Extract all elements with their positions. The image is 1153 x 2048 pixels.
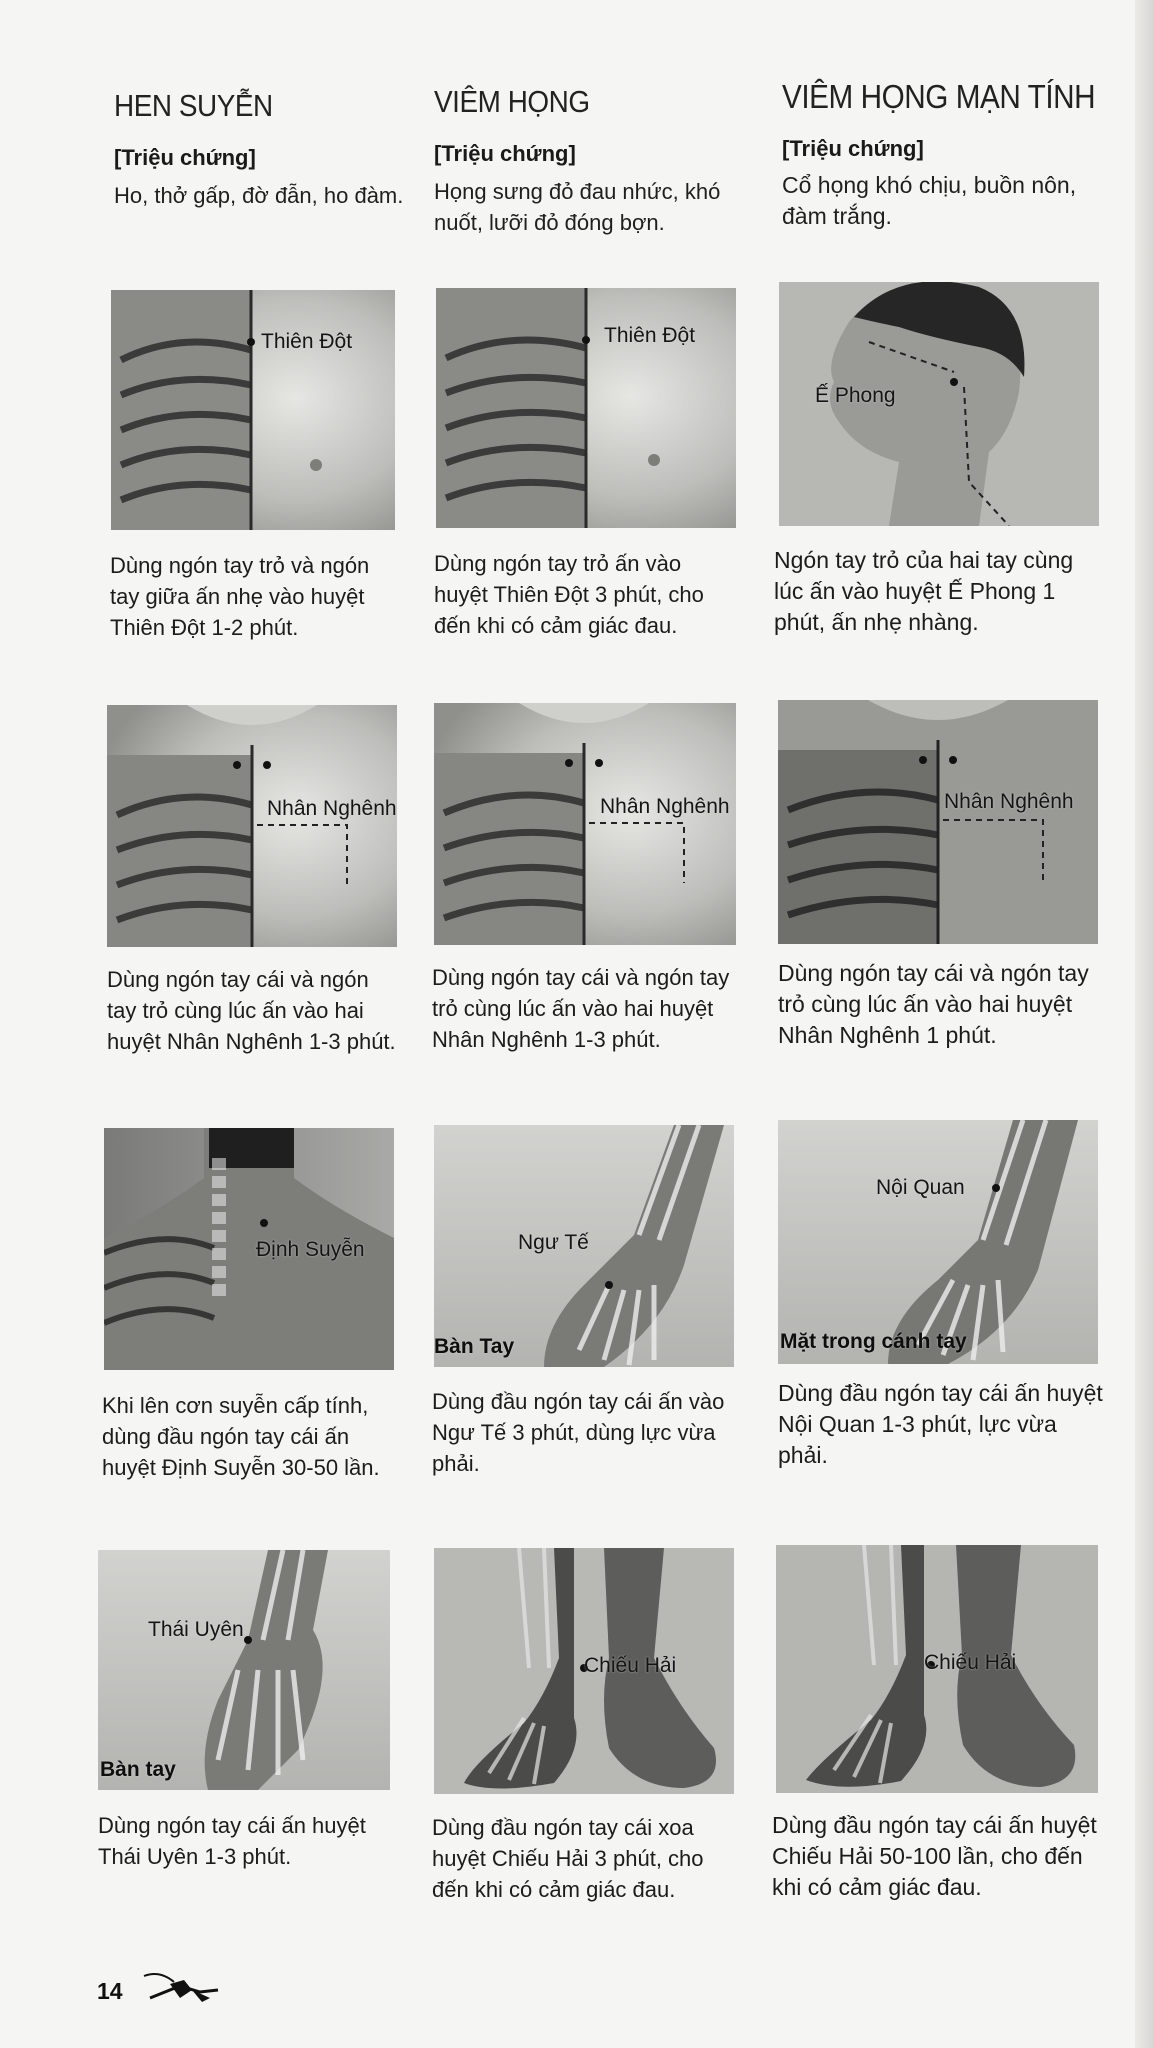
illustration-neck-front — [107, 705, 397, 947]
acupoint-label: Định Suyễn — [256, 1238, 365, 1261]
illustration-feet — [776, 1545, 1098, 1793]
symptom-text: Ho, thở gấp, đờ đẫn, ho đàm. — [114, 183, 404, 208]
symptom-label: [Triệu chứng] — [782, 136, 924, 161]
acupoint-label: Nhân Nghênh — [267, 797, 397, 820]
acupoint-label: Thiên Đột — [261, 330, 353, 353]
acupoint-label: Thái Uyên — [148, 1618, 244, 1641]
symptom-text: Cổ họng khó chịu, buồn nôn, đàm trắng. — [782, 172, 1077, 229]
instruction-caption: Dùng ngón tay trỏ ấn vào huyệt Thiên Đột 3 phút, cho đến khi có cảm giác đau. — [434, 551, 704, 638]
region-label: Mặt trong cánh tay — [780, 1330, 967, 1353]
acupoint-label: Ngư Tế — [518, 1231, 589, 1254]
region-label: Bàn tay — [100, 1758, 176, 1781]
archer-logo-icon — [140, 1968, 222, 2008]
acupoint-label: Nhân Nghênh — [600, 795, 730, 818]
acupoint-label: Chiếu Hải — [924, 1651, 1017, 1674]
acupoint-label: Nội Quan — [876, 1176, 965, 1199]
illustration-chest-bones — [111, 290, 395, 530]
page-number: 14 — [97, 1978, 123, 2004]
page-edge — [1135, 0, 1153, 2048]
acupoint-label: Chiếu Hải — [584, 1654, 677, 1677]
illustration-chest-bones — [436, 288, 736, 528]
instruction-caption: Dùng ngón tay cái và ngón tay trỏ cùng lúc ấn vào hai huyệt Nhân Nghênh 1 phút. — [778, 960, 1089, 1048]
acupoint-label: Ế Phong — [815, 384, 896, 407]
illustration-neck-front — [778, 700, 1098, 944]
acupoint-label: Thiên Đột — [604, 324, 696, 347]
instruction-caption: Dùng đầu ngón tay cái ấn huyệt Chiếu Hải 50-100 lần, cho đến khi có cảm giác đau. — [772, 1812, 1097, 1900]
instruction-caption: Dùng đầu ngón tay cái ấn vào Ngư Tế 3 phút, dùng lực vừa phải. — [432, 1389, 725, 1476]
instruction-caption: Dùng ngón tay cái ấn huyệt Thái Uyên 1-3 phút. — [98, 1813, 366, 1869]
instruction-caption: Ngón tay trỏ của hai tay cùng lúc ấn vào huyệt Ế Phong 1 phút, ấn nhẹ nhàng. — [774, 547, 1074, 635]
instruction-caption: Dùng đầu ngón tay cái ấn huyệt Nội Quan 1-3 phút, lực vừa phải. — [778, 1380, 1103, 1468]
acupoint-label: Nhân Nghênh — [944, 790, 1074, 813]
symptom-text: Họng sưng đỏ đau nhức, khó nuốt, lưỡi đỏ đóng bợn. — [434, 179, 721, 235]
region-label: Bàn Tay — [434, 1335, 515, 1358]
illustration-feet — [434, 1548, 734, 1794]
illustration-upper-back — [104, 1128, 394, 1370]
instruction-caption: Khi lên cơn suyễn cấp tính, dùng đầu ngón tay cái ấn huyệt Định Suyễn 30-50 lần. — [102, 1393, 380, 1480]
instruction-caption: Dùng ngón tay cái và ngón tay trỏ cùng lúc ấn vào hai huyệt Nhân Nghênh 1-3 phút. — [432, 965, 730, 1052]
instruction-caption: Dùng ngón tay cái và ngón tay trỏ cùng lúc ấn vào hai huyệt Nhân Nghênh 1-3 phút. — [107, 967, 396, 1054]
illustration-wrist — [434, 1125, 734, 1367]
symptom-label: [Triệu chứng] — [434, 141, 576, 166]
instruction-caption: Dùng đầu ngón tay cái xoa huyệt Chiếu Hải 3 phút, cho đến khi có cảm giác đau. — [432, 1815, 704, 1902]
illustration-hand-palm — [98, 1550, 390, 1790]
instruction-caption: Dùng ngón tay trỏ và ngón tay giữa ấn nhẹ vào huyệt Thiên Đột 1-2 phút. — [110, 553, 370, 640]
illustration-neck-front — [434, 703, 736, 945]
disease-title: VIÊM HỌNG — [434, 84, 590, 119]
symptom-label: [Triệu chứng] — [114, 145, 256, 170]
disease-title: HEN SUYỄN — [114, 88, 273, 123]
illustration-inner-forearm — [778, 1120, 1098, 1364]
illustration-head-profile — [779, 282, 1099, 526]
disease-title: VIÊM HỌNG MẠN TÍNH — [782, 78, 1096, 115]
